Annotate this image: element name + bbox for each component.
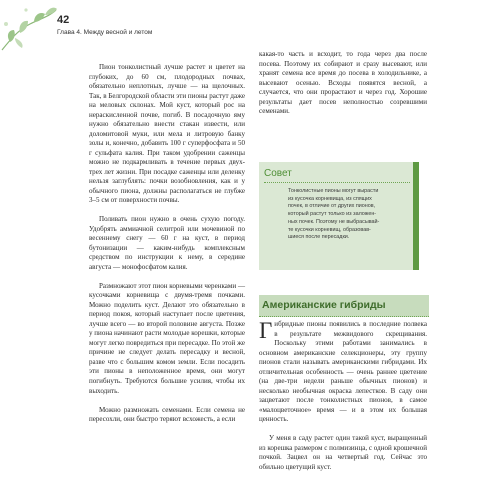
advice-line: шиеся после пересадки.	[288, 234, 350, 241]
section-title: Американские гибриды	[262, 299, 386, 311]
body-paragraph: Поливать пион нужно в очень сухую погоду. Удобрять аммиачной селитрой или мочевиной по весеннему снегу — 60 г на куст, в период бутонизации — каким-нибудь комплексным средством по инструкции к нему, в середине августа — монофосфатом калия.	[89, 215, 245, 271]
right-column-top	[259, 50, 427, 117]
advice-line: из кусочка корневища, из спящих	[288, 195, 372, 202]
vine-ornament	[0, 0, 60, 60]
advice-box-label: Совет	[264, 168, 292, 179]
body-paragraph: какая-то часть и всходит, то года через два после посева. Поэтому их собирают и сразу высевают, или хранят семена все время до посева в холодильнике, а высевают осенью. Всходы появятся весной, а случается, что они прорастают и через год. Хорошие результаты дает посев неполностью созревшими семенами.	[259, 50, 427, 116]
advice-line: Тонколистные пионы могут вырасти	[288, 188, 379, 194]
section-heading-band	[259, 295, 429, 317]
advice-line: те кусочки корневищ, образовав-	[288, 226, 371, 233]
advice-line: ных почек. Поэтому не выбрасывай-	[288, 218, 380, 225]
body-paragraph: У меня в саду растет один такой куст, выращенный из корешка размером с полмизинца, с одной крошечной почкой. Зацвел он на четвертый год. Сейчас это обильно цветущий куст.	[259, 434, 427, 471]
advice-line: почек, в отличие от других пионов,	[288, 203, 376, 210]
body-paragraph: Пион тонколистный лучше растет и цветет на глубоких, до 60 см, плодородных почвах, обязательно неплотных, лучше — на щелочных. Так, в Белгородской области эти пионы растут даже на меловых склонах. Мой куст, который рос на нераскисленной почве, погиб. В посадочную яму нужно обязательно внести стакан извести, или доломитовой муки, или мела и литровую банку золы и, конечно, добавить 100 г суперфосфата и 50 г сульфата калия. При таком удобрении саженцы можно не подкармливать в течение первых двух-трех лет жизни. При посадке саженцы или деленку нельзя заглублять: почки возобновления, как и у обычного пиона, должны располагаться не глубже 3–5 см от поверхности почвы.	[89, 63, 245, 205]
body-paragraph	[259, 320, 427, 425]
advice-box-accent-bar	[413, 162, 419, 270]
drop-cap: Г	[259, 318, 273, 343]
running-head: Глава 4. Между весной и летом	[57, 29, 153, 36]
section-divider	[259, 316, 429, 317]
left-column	[89, 63, 245, 425]
body-paragraph: Можно размножать семенами. Если семена не пересохли, они быстро теряют всхожесть, а если	[89, 405, 245, 424]
right-column-bottom	[259, 320, 427, 472]
advice-box	[259, 162, 419, 270]
page-number: 42	[57, 14, 70, 26]
paragraph-text: ибридные пионы появились в последние полвека в результате межвидового скрещивания. Поскольку этими работами занимались в основном американские селекционеры, эту группу пионов стали называть американскими гибридами. Их отличительная особенность — очень раннее цветение (на две-три недели раньше обычных пионов) и несколько необычная окраска лепестков. В саду они зацветают после тонколистных пионов, в самое «малоцветочное» время — и в этом их большая ценность.	[259, 320, 427, 424]
body-paragraph: Размножают этот пион корневыми черенками — кусочками корневища с двумя-тремя почками. Можно поделить куст. Делают это обязательно в период покоя, который наступает после цветения, лучше всего — во второй половине августа. Позже у пиона начинают расти молодые корешки, которые могут легко повредиться при пересадке. По этой же причине не следует делать пересадку и весной, разве что с большим комом земли. Если посадить эти пионы в неположенное время, они могут погибнуть. Требуются большие усилия, чтобы их выходить.	[89, 281, 245, 395]
advice-box-divider	[264, 182, 410, 183]
advice-line: который растут только из заложен-	[288, 211, 377, 218]
advice-box-text	[288, 188, 410, 242]
